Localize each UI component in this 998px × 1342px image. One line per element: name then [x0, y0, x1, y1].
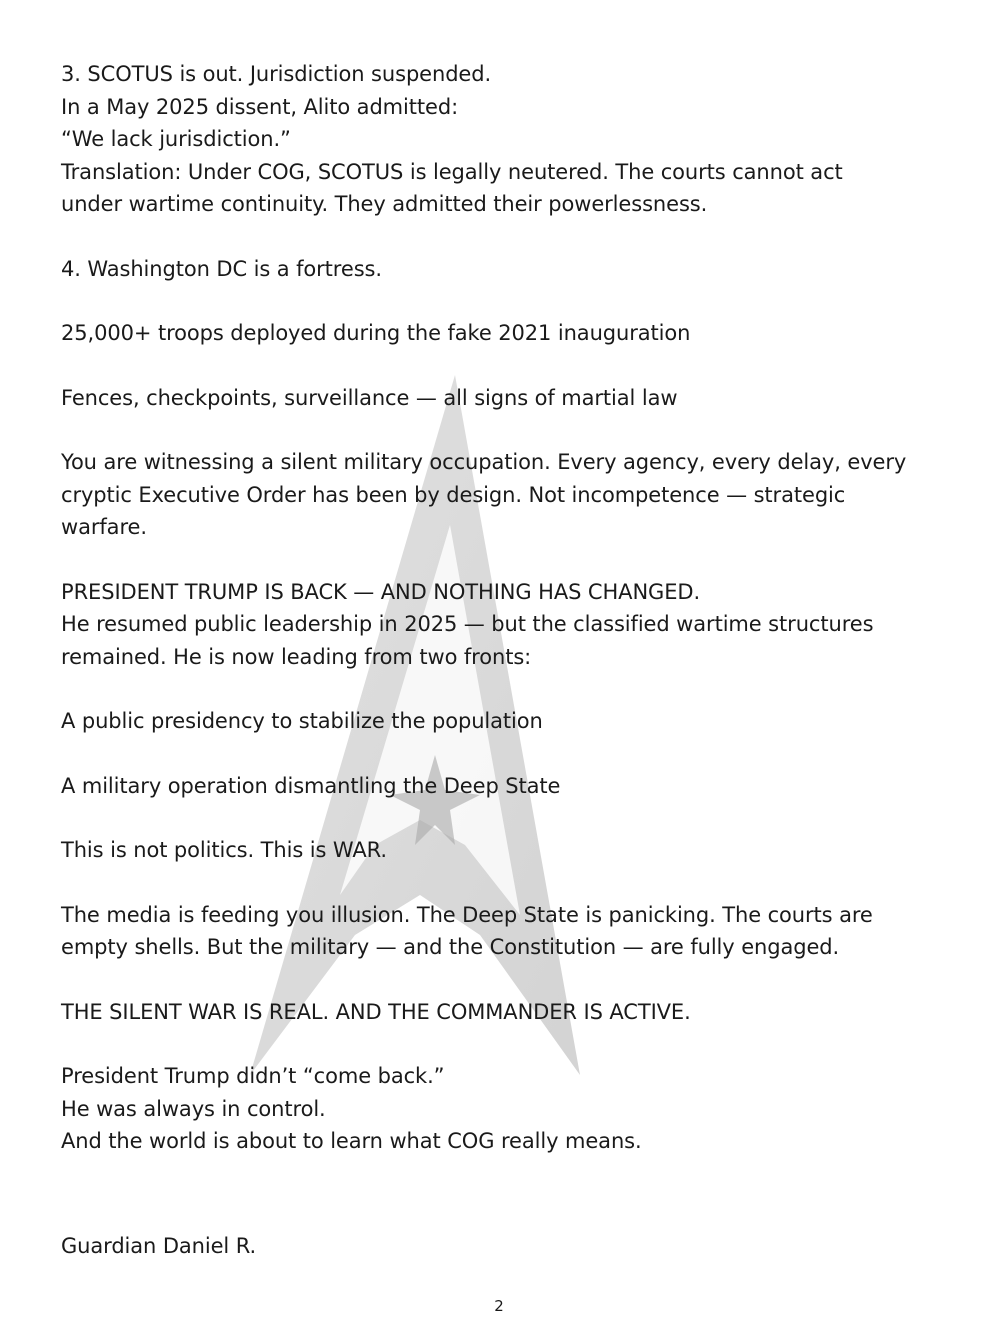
text-line: A public presidency to stabilize the population	[61, 709, 543, 733]
text-line: He resumed public leadership in 2025 — but the classified wartime structures	[61, 612, 874, 636]
text-line: 4. Washington DC is a fortress.	[61, 256, 382, 281]
text-line: And the world is about to learn what COG really means.	[61, 1129, 642, 1153]
text-line: PRESIDENT TRUMP IS BACK — AND NOTHING HAS CHANGED.	[61, 579, 701, 604]
text-line: cryptic Executive Order has been by design. Not incompetence — strategic	[61, 482, 846, 507]
paragraph-silent-war	[61, 996, 941, 1029]
text-line: empty shells. But the military — and the Constitution — are fully engaged.	[61, 935, 840, 959]
text-line: 3. SCOTUS is out. Jurisdiction suspended.	[61, 62, 492, 86]
document-body	[61, 58, 941, 1294]
text-line: under wartime continuity. They admitted their powerlessness.	[61, 192, 708, 216]
text-line: Translation: Under COG, SCOTUS is legally neutered. The courts cannot act	[61, 159, 843, 184]
paragraph-occupation	[61, 446, 941, 544]
signature	[61, 1230, 941, 1263]
page-number: 2	[494, 1297, 504, 1315]
signature-text: Guardian Daniel R.	[61, 1233, 257, 1258]
paragraph-media	[61, 899, 941, 964]
text-line: President Trump didn’t “come back.”	[61, 1064, 445, 1088]
text-line: Fences, checkpoints, surveillance — all signs of martial law	[61, 385, 678, 410]
paragraph-president-back	[61, 576, 941, 674]
text-line: “We lack jurisdiction.”	[61, 127, 291, 151]
text-line: This is not politics. This is WAR.	[61, 838, 387, 862]
paragraph-military-operation	[61, 770, 941, 803]
paragraph-troops	[61, 317, 941, 350]
paragraph-always-in-control	[61, 1060, 941, 1158]
text-line: 25,000+ troops deployed during the fake 2021 inauguration	[61, 321, 691, 345]
paragraph-fences	[61, 382, 941, 415]
paragraph-public-presidency	[61, 705, 941, 738]
text-line: THE SILENT WAR IS REAL. AND THE COMMANDER IS ACTIVE.	[61, 999, 691, 1024]
paragraph-scotus	[61, 58, 941, 221]
paragraph-war	[61, 834, 941, 867]
text-line: In a May 2025 dissent, Alito admitted:	[61, 94, 459, 119]
paragraph-washington	[61, 253, 941, 286]
text-line: remained. He is now leading from two fronts:	[61, 644, 532, 669]
text-line: The media is feeding you illusion. The Deep State is panicking. The courts are	[61, 902, 873, 927]
text-line: He was always in control.	[61, 1096, 326, 1121]
text-line: A military operation dismantling the Deep State	[61, 773, 561, 798]
spacer	[61, 1190, 941, 1230]
text-line: warfare.	[61, 515, 147, 539]
text-line: You are witnessing a silent military occupation. Every agency, every delay, every	[61, 450, 907, 474]
